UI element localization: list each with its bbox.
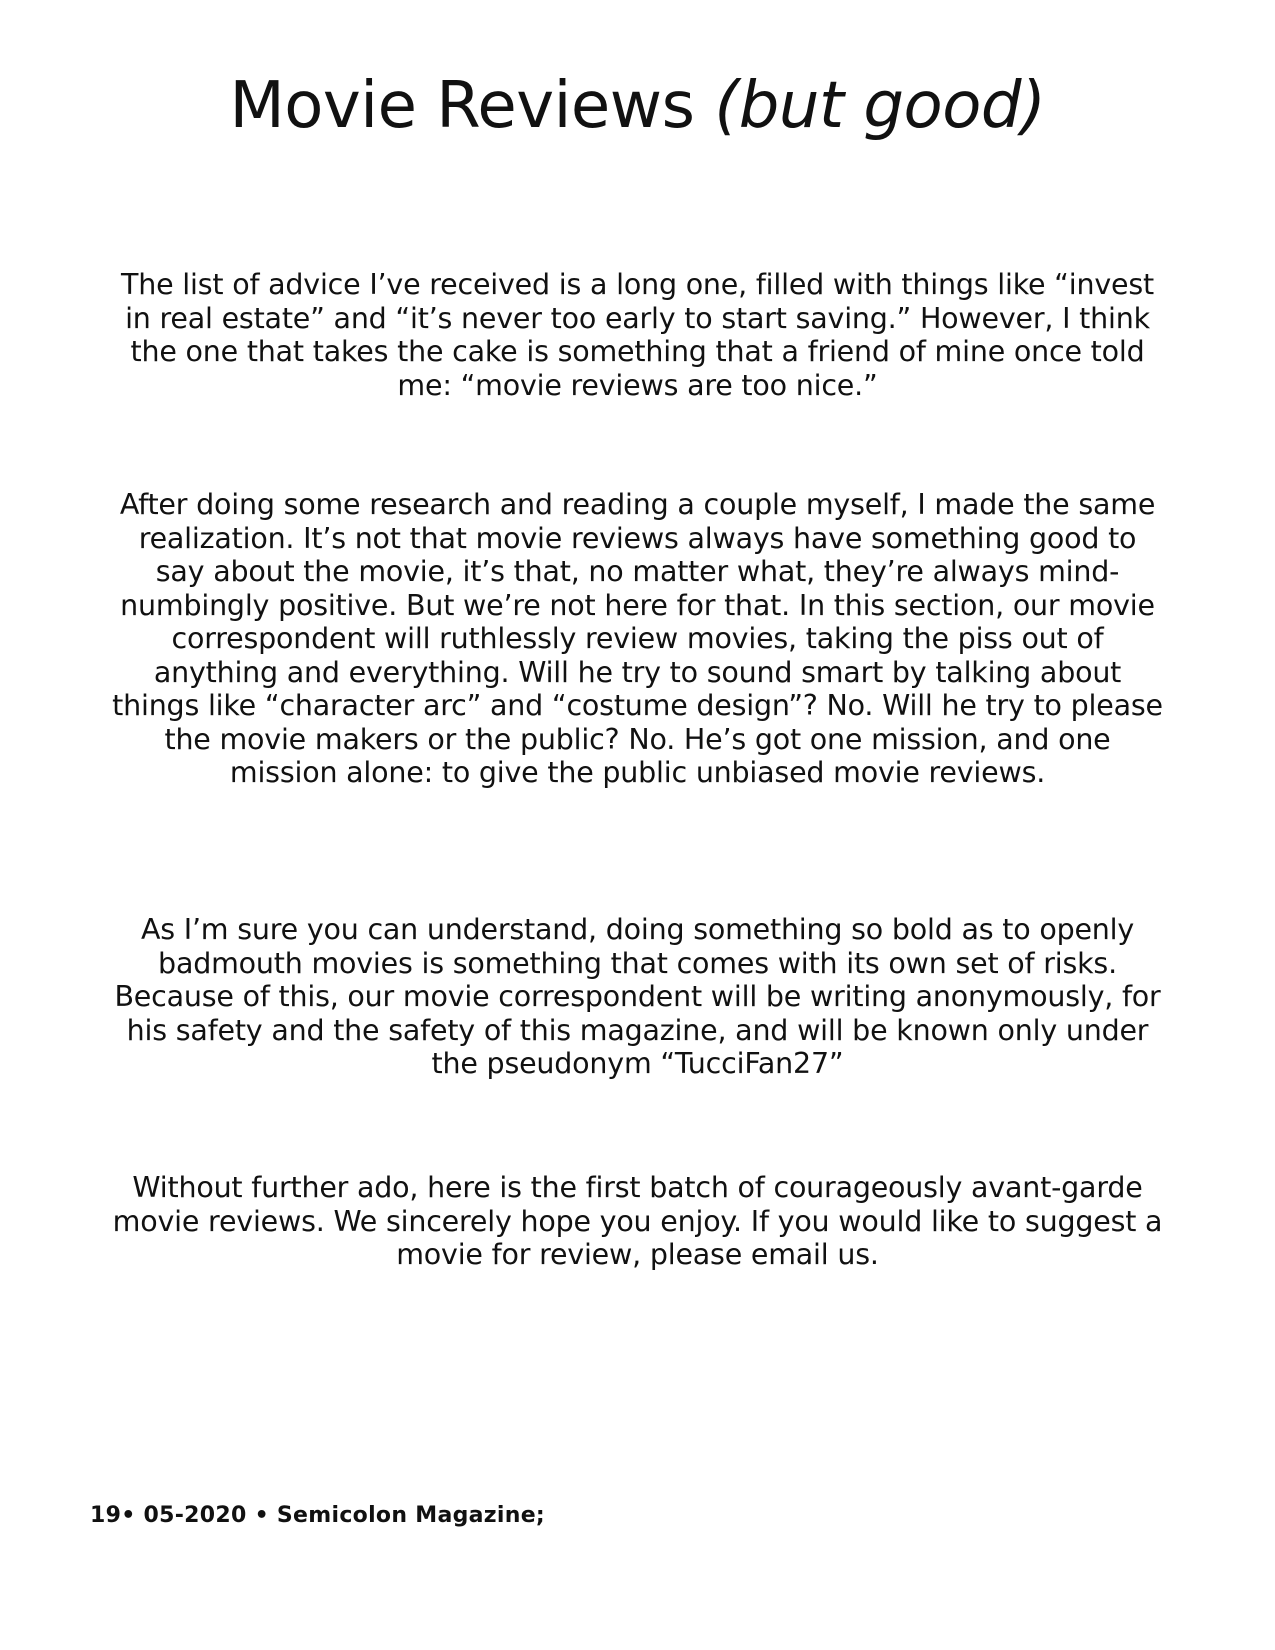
paragraph-mission: After doing some research and reading a couple myself, I made the same realization. It’s not that movie reviews always have something good to say about the movie, it’s that, no matter what, they’re always mind-numbingly positive. But we’re not here for that. In this section, our movie correspondent will ruthlessly review movies, taking the piss out of anything and everything. Will he try to sound smart by talking about things like “character arc” and “costume design”? No. Will he try to please the movie makers or the public? No. He’s got one mission, and one mission alone: to give the public unbiased movie reviews.: [112, 488, 1163, 789]
title-italic: (but good): [714, 69, 1046, 143]
title-main: Movie Reviews: [229, 69, 715, 143]
page-footer: 19• 05-2020 • Semicolon Magazine;: [90, 1503, 546, 1528]
paragraph-closing: Without further ado, here is the first batch of courageously avant-garde movie reviews. We sincerely hope you enjoy. If you would like to suggest a movie for review, please email us.: [112, 1171, 1163, 1271]
page-title: [0, 68, 1275, 145]
paragraph-anonymity: As I’m sure you can understand, doing something so bold as to openly badmouth movies is something that comes with its own set of risks. Because of this, our movie correspondent will be writing anonymously, for his safety and the safety of this magazine, and will be known only under the pseudonym “TucciFan27”: [114, 913, 1161, 1080]
paragraph-intro: The list of advice I’ve received is a long one, filled with things like “invest in real estate” and “it’s never too early to start saving.” However, I think the one that takes the cake is something that a friend of mine once told me: “movie reviews are too nice.”: [121, 268, 1154, 402]
